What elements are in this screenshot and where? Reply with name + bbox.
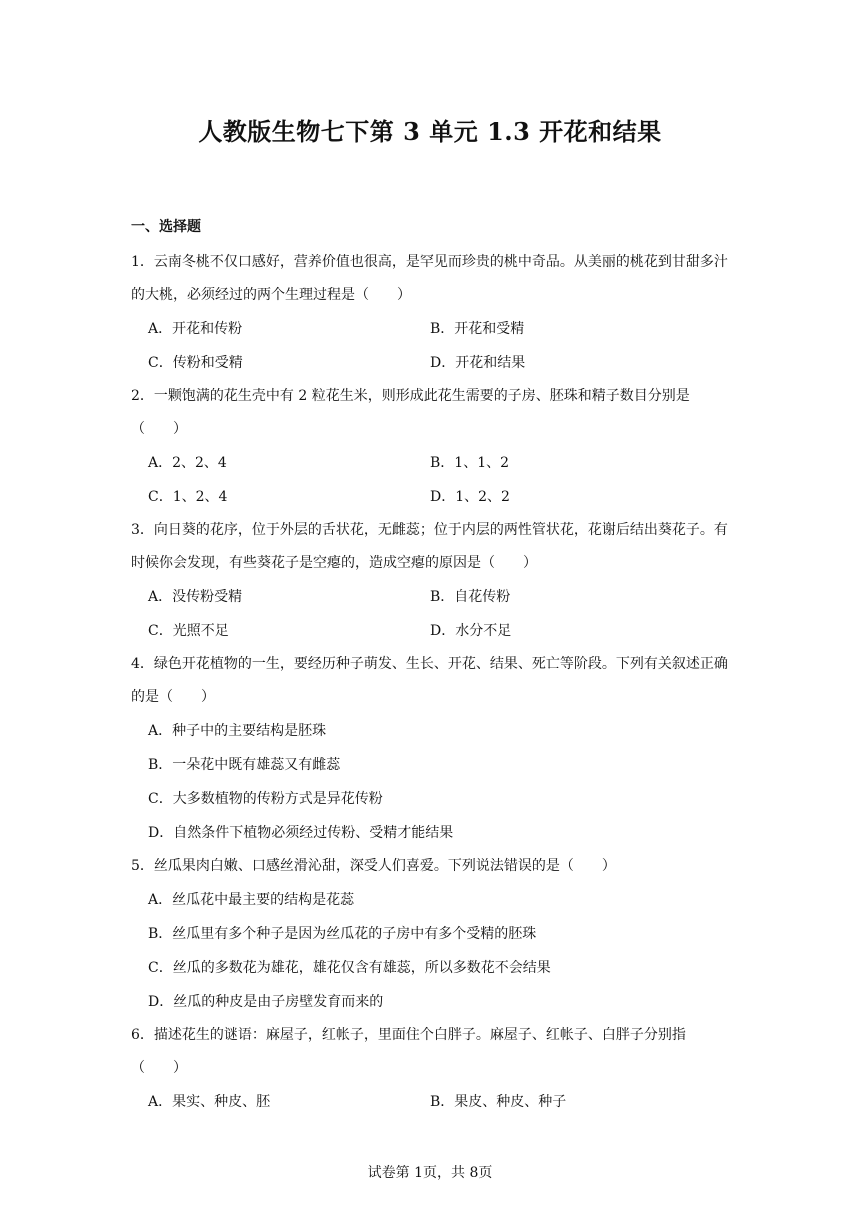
option-b: B．丝瓜里有多个种子是因为丝瓜花的子房中有多个受精的胚珠: [148, 926, 537, 942]
question-stem: 4．绿色开花植物的一生，要经历种子萌发、生长、开花、结果、死亡等阶段。下列有关叙述正确的是（ ）: [131, 656, 728, 705]
question-stem: 3．向日葵的花序，位于外层的舌状花，无雌蕊；位于内层的两性管状花，花谢后结出葵花子。有时候你会发现，有些葵花子是空瘪的，造成空瘪的原因是（ ）: [131, 522, 728, 571]
option-group: [131, 580, 731, 648]
option-b: B．果皮、种皮、种子: [430, 1094, 567, 1110]
option-d: D．丝瓜的种皮是由子房壁发育而来的: [148, 994, 384, 1010]
question-list: [131, 216, 731, 1119]
option-d: D．水分不足: [430, 623, 512, 639]
option-group: [131, 446, 731, 514]
option-d: D．开花和结果: [430, 355, 526, 371]
question-stem: 5．丝瓜果肉白嫩、口感丝滑沁甜，深受人们喜爱。下列说法错误的是（ ）: [131, 858, 616, 874]
option-group: [131, 714, 731, 850]
option-b: B．自花传粉: [430, 589, 511, 605]
option-b: B．开花和受精: [430, 321, 525, 337]
page-footer: 试卷第 1页，共 8页: [367, 1165, 493, 1181]
document-title: 人教版生物七下第 3 单元 1.3 开花和结果: [198, 117, 662, 146]
option-c: C．光照不足: [148, 623, 229, 639]
option-d: D．自然条件下植物必须经过传粉、受精才能结果: [148, 825, 454, 841]
question-stem: 1．云南冬桃不仅口感好，营养价值也很高，是罕见而珍贵的桃中奇品。从美丽的桃花到甘甜多汁的大桃，必须经过的两个生理过程是（ ）: [131, 254, 728, 303]
option-c: C．大多数植物的传粉方式是异花传粉: [148, 791, 383, 807]
question-3: [131, 514, 731, 648]
option-d: D．1、2、2: [430, 489, 510, 505]
option-a: A．没传粉受精: [148, 589, 243, 605]
option-group: [131, 312, 731, 380]
option-b: B．一朵花中既有雄蕊又有雌蕊: [148, 757, 341, 773]
option-a: A．2、2、4: [148, 455, 227, 471]
option-c: C．丝瓜的多数花为雄花，雄花仅含有雄蕊，所以多数花不会结果: [148, 960, 551, 976]
option-a: A．开花和传粉: [148, 321, 243, 337]
option-group: [131, 1085, 731, 1119]
section-heading: 一、选择题: [131, 219, 201, 235]
option-c: C．传粉和受精: [148, 355, 243, 371]
question-1: [131, 246, 731, 380]
question-6: [131, 1019, 731, 1119]
option-a: A．丝瓜花中最主要的结构是花蕊: [148, 892, 355, 908]
question-2: [131, 380, 731, 514]
option-c: C．1、2、4: [148, 489, 228, 505]
question-4: [131, 648, 731, 850]
option-a: A．果实、种皮、胚: [148, 1094, 271, 1110]
option-a: A．种子中的主要结构是胚珠: [148, 723, 327, 739]
option-b: B．1、1、2: [430, 455, 510, 471]
option-group: [131, 883, 731, 1019]
question-stem: 2．一颗饱满的花生壳中有 2 粒花生米，则形成此花生需要的子房、胚珠和精子数目分别是（ ）: [131, 388, 690, 437]
question-stem: 6．描述花生的谜语：麻屋子，红帐子，里面住个白胖子。麻屋子、红帐子、白胖子分别指（ ）: [131, 1027, 686, 1076]
question-5: [131, 850, 731, 1019]
